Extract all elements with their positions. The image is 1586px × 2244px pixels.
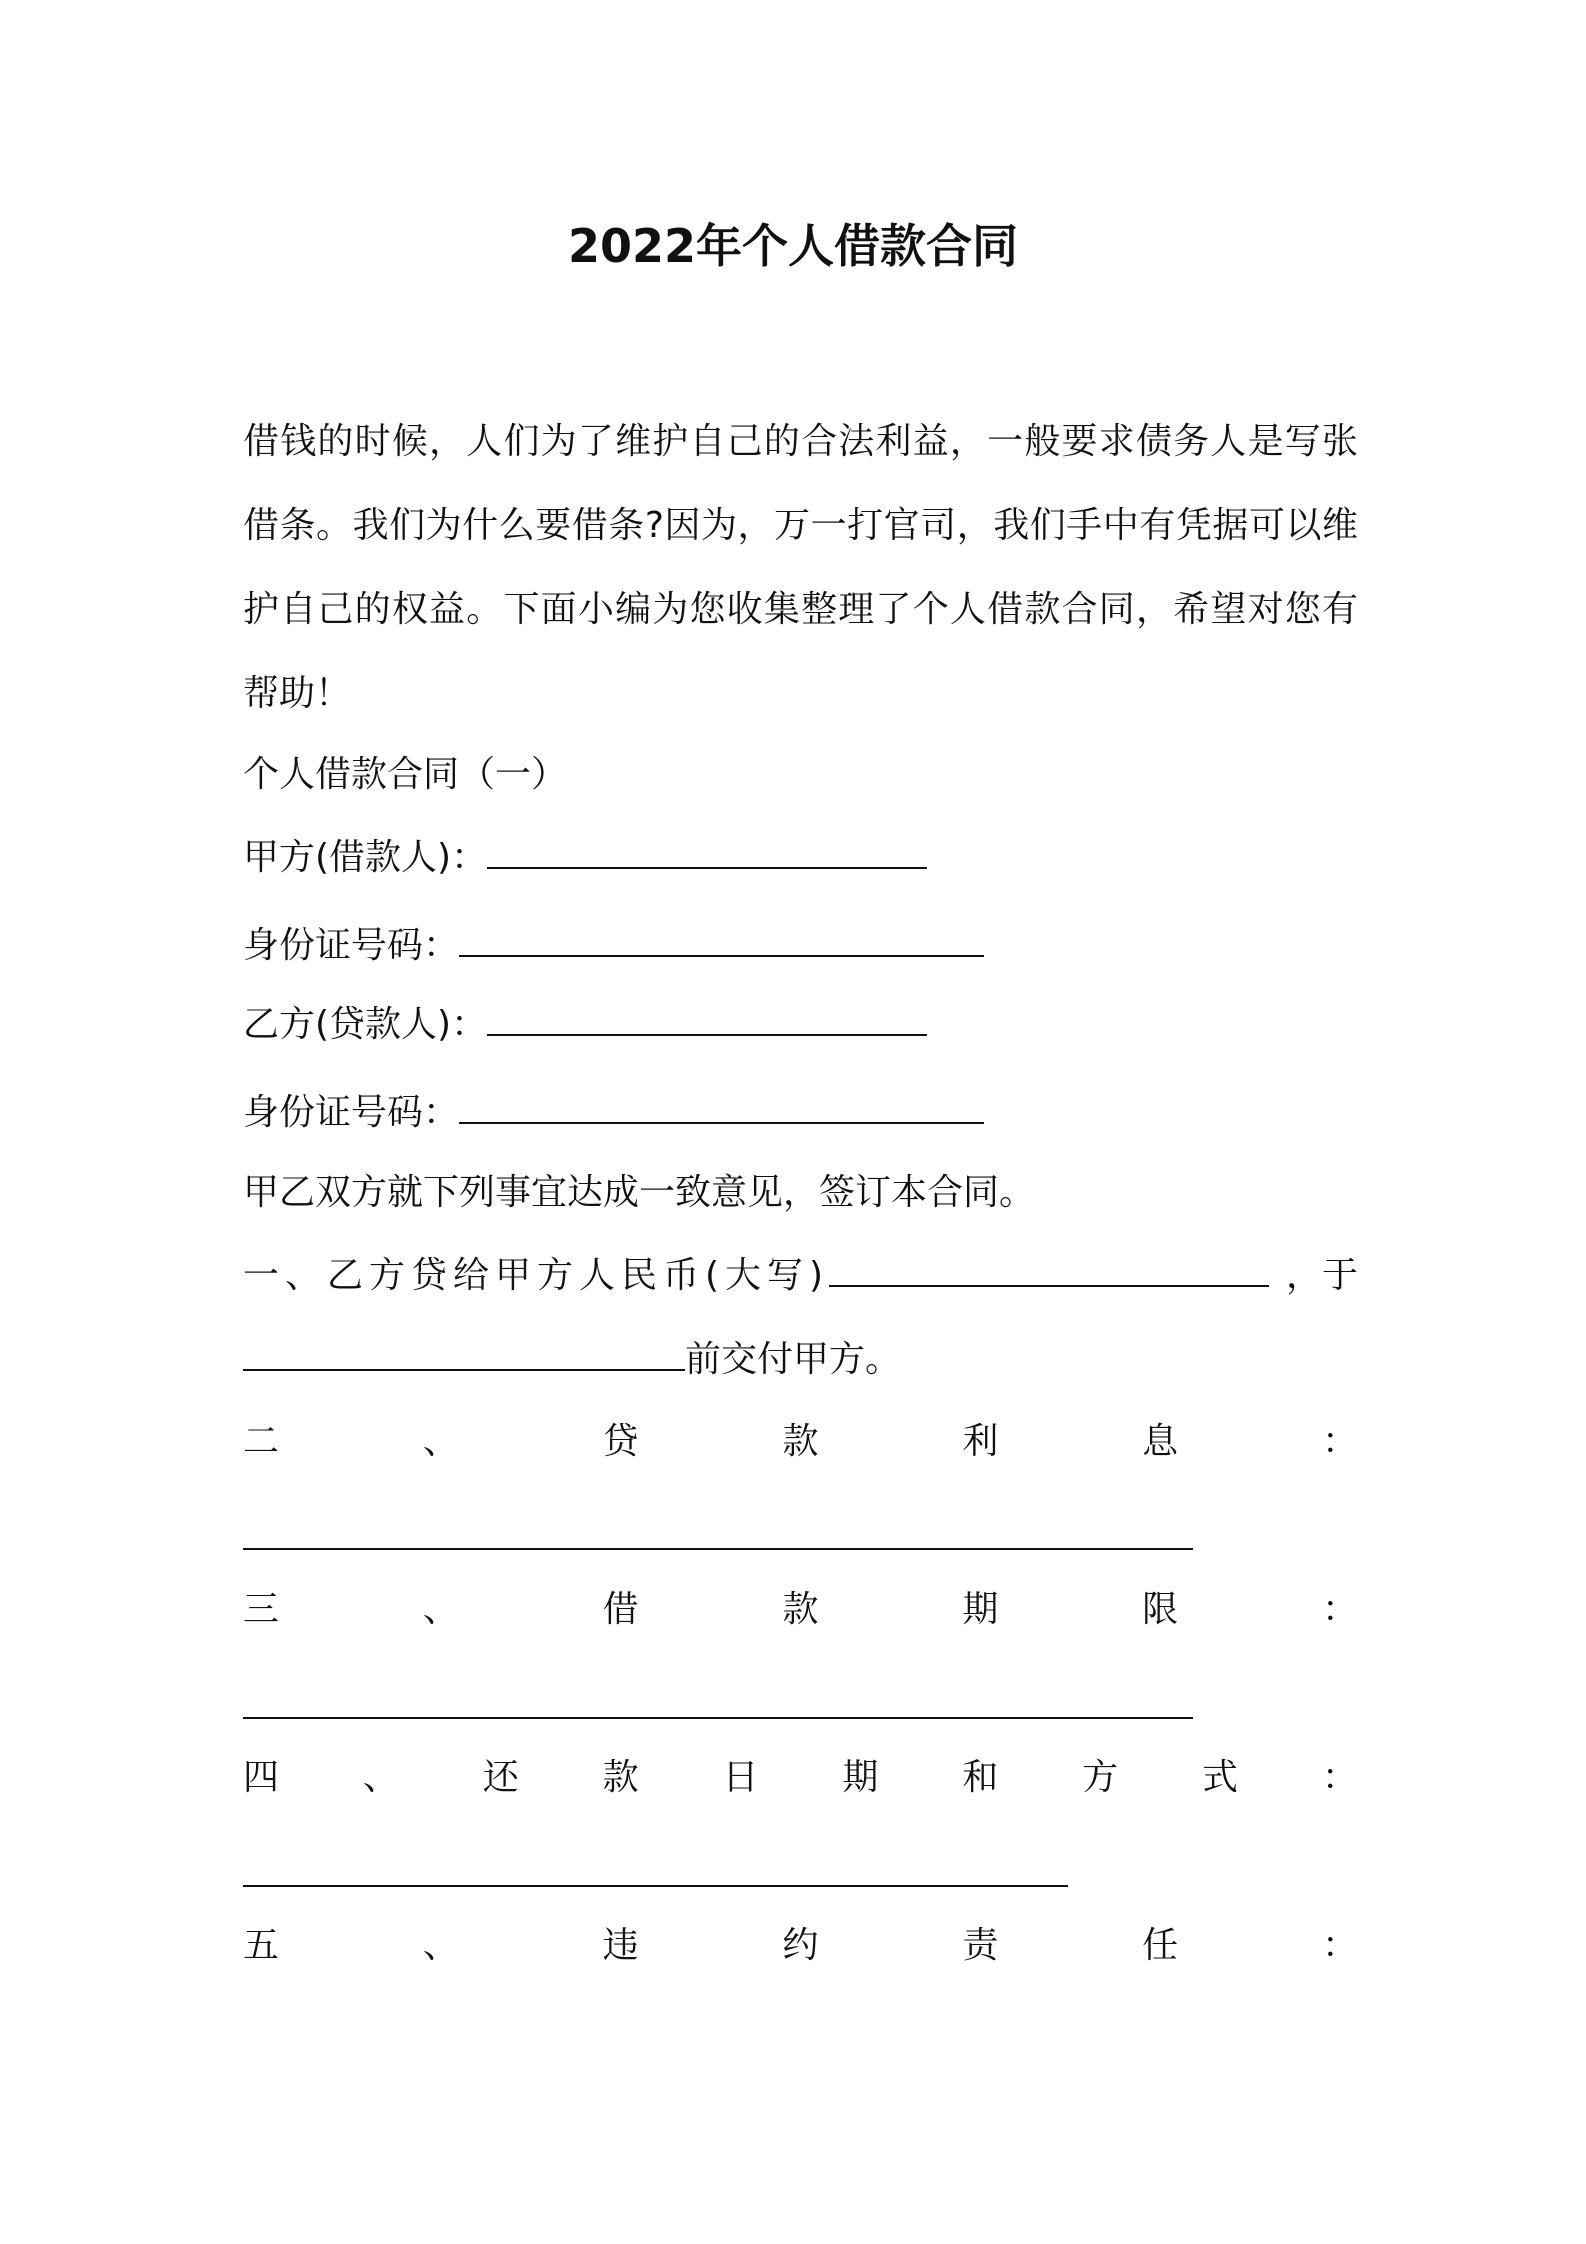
- clause-1-row-2: [243, 1330, 901, 1390]
- clause-2-char: 款: [782, 1421, 819, 1462]
- party-a-row: [243, 828, 927, 888]
- clause-2-char: 、: [422, 1421, 459, 1462]
- party-a-id-row: [243, 916, 984, 976]
- party-b-blank[interactable]: [487, 1000, 927, 1036]
- clause-3-char: 、: [422, 1589, 459, 1630]
- clause-4-char: ：: [1321, 1757, 1358, 1798]
- agreement-line: 甲乙双方就下列事宜达成一致意见，签订本合同。: [243, 1172, 1036, 1213]
- clause-4-char: 日: [722, 1757, 759, 1798]
- party-b-id-row: [243, 1083, 984, 1143]
- clause-5-char: 约: [782, 1925, 819, 1966]
- clause-1-row: [243, 1246, 1358, 1306]
- section-title: 个人借款合同（一）: [243, 754, 568, 795]
- clause-4-heading: [243, 1748, 1358, 1808]
- party-a-id-blank[interactable]: [459, 921, 984, 957]
- clause-4-char: 四: [243, 1757, 280, 1798]
- clause-5-char: 任: [1142, 1925, 1179, 1966]
- clause-5-char: 五: [243, 1925, 280, 1966]
- clause-2-char: ：: [1321, 1421, 1358, 1462]
- clause-3-char: 款: [782, 1589, 819, 1630]
- party-b-id-blank[interactable]: [459, 1088, 984, 1124]
- clause-2-blank[interactable]: [243, 1548, 1193, 1550]
- party-b-label: 乙方(贷款人)：: [243, 1004, 488, 1045]
- party-a-blank[interactable]: [487, 833, 927, 869]
- clause-1-line2-suffix: 前交付甲方。: [685, 1339, 902, 1380]
- clause-1-amount-blank[interactable]: [829, 1251, 1269, 1287]
- clause-2-heading: [243, 1412, 1358, 1472]
- party-a-label: 甲方(借款人)：: [243, 837, 488, 878]
- clause-4-blank[interactable]: [243, 1885, 1068, 1887]
- clause-1-suffix: ，于: [1285, 1255, 1358, 1296]
- clause-3-char: 限: [1142, 1589, 1179, 1630]
- intro-paragraph: 借钱的时候，人们为了维护自己的合法利益，一般要求债务人是写张借条。我们为什么要借条?因为，万一打官司，我们手中有凭据可以维护自己的权益。下面小编为您收集整理了个人借款合同，希望对您有帮助！: [243, 421, 1358, 714]
- clause-4-char: 和: [962, 1757, 999, 1798]
- clause-3-char: 期: [962, 1589, 999, 1630]
- clause-4-char: 款: [602, 1757, 639, 1798]
- clause-3-char: 三: [243, 1589, 280, 1630]
- clause-5-char: 责: [962, 1925, 999, 1966]
- clause-3-char: 借: [602, 1589, 639, 1630]
- clause-3-heading: [243, 1580, 1358, 1640]
- clause-5-char: 违: [602, 1925, 639, 1966]
- clause-3-blank[interactable]: [243, 1717, 1193, 1719]
- clause-4-char: 期: [842, 1757, 879, 1798]
- clause-4-char: 还: [482, 1757, 519, 1798]
- clause-2-char: 二: [243, 1421, 280, 1462]
- clause-5-char: ：: [1321, 1925, 1358, 1966]
- clause-1-prefix: 一、乙方贷给甲方人民币(大写): [243, 1255, 830, 1296]
- clause-2-char: 利: [962, 1421, 999, 1462]
- party-a-id-label: 身份证号码：: [243, 925, 460, 966]
- clause-2-char: 息: [1142, 1421, 1179, 1462]
- party-b-id-label: 身份证号码：: [243, 1092, 460, 1133]
- clause-1-date-blank[interactable]: [243, 1335, 685, 1371]
- clause-5-heading: [243, 1916, 1358, 1976]
- clause-4-char: 式: [1202, 1757, 1239, 1798]
- clause-4-char: 方: [1082, 1757, 1119, 1798]
- document-title: 2022年个人借款合同: [567, 219, 1019, 273]
- clause-5-char: 、: [422, 1925, 459, 1966]
- clause-2-char: 贷: [602, 1421, 639, 1462]
- clause-4-char: 、: [362, 1757, 399, 1798]
- clause-3-char: ：: [1321, 1589, 1358, 1630]
- party-b-row: [243, 995, 927, 1055]
